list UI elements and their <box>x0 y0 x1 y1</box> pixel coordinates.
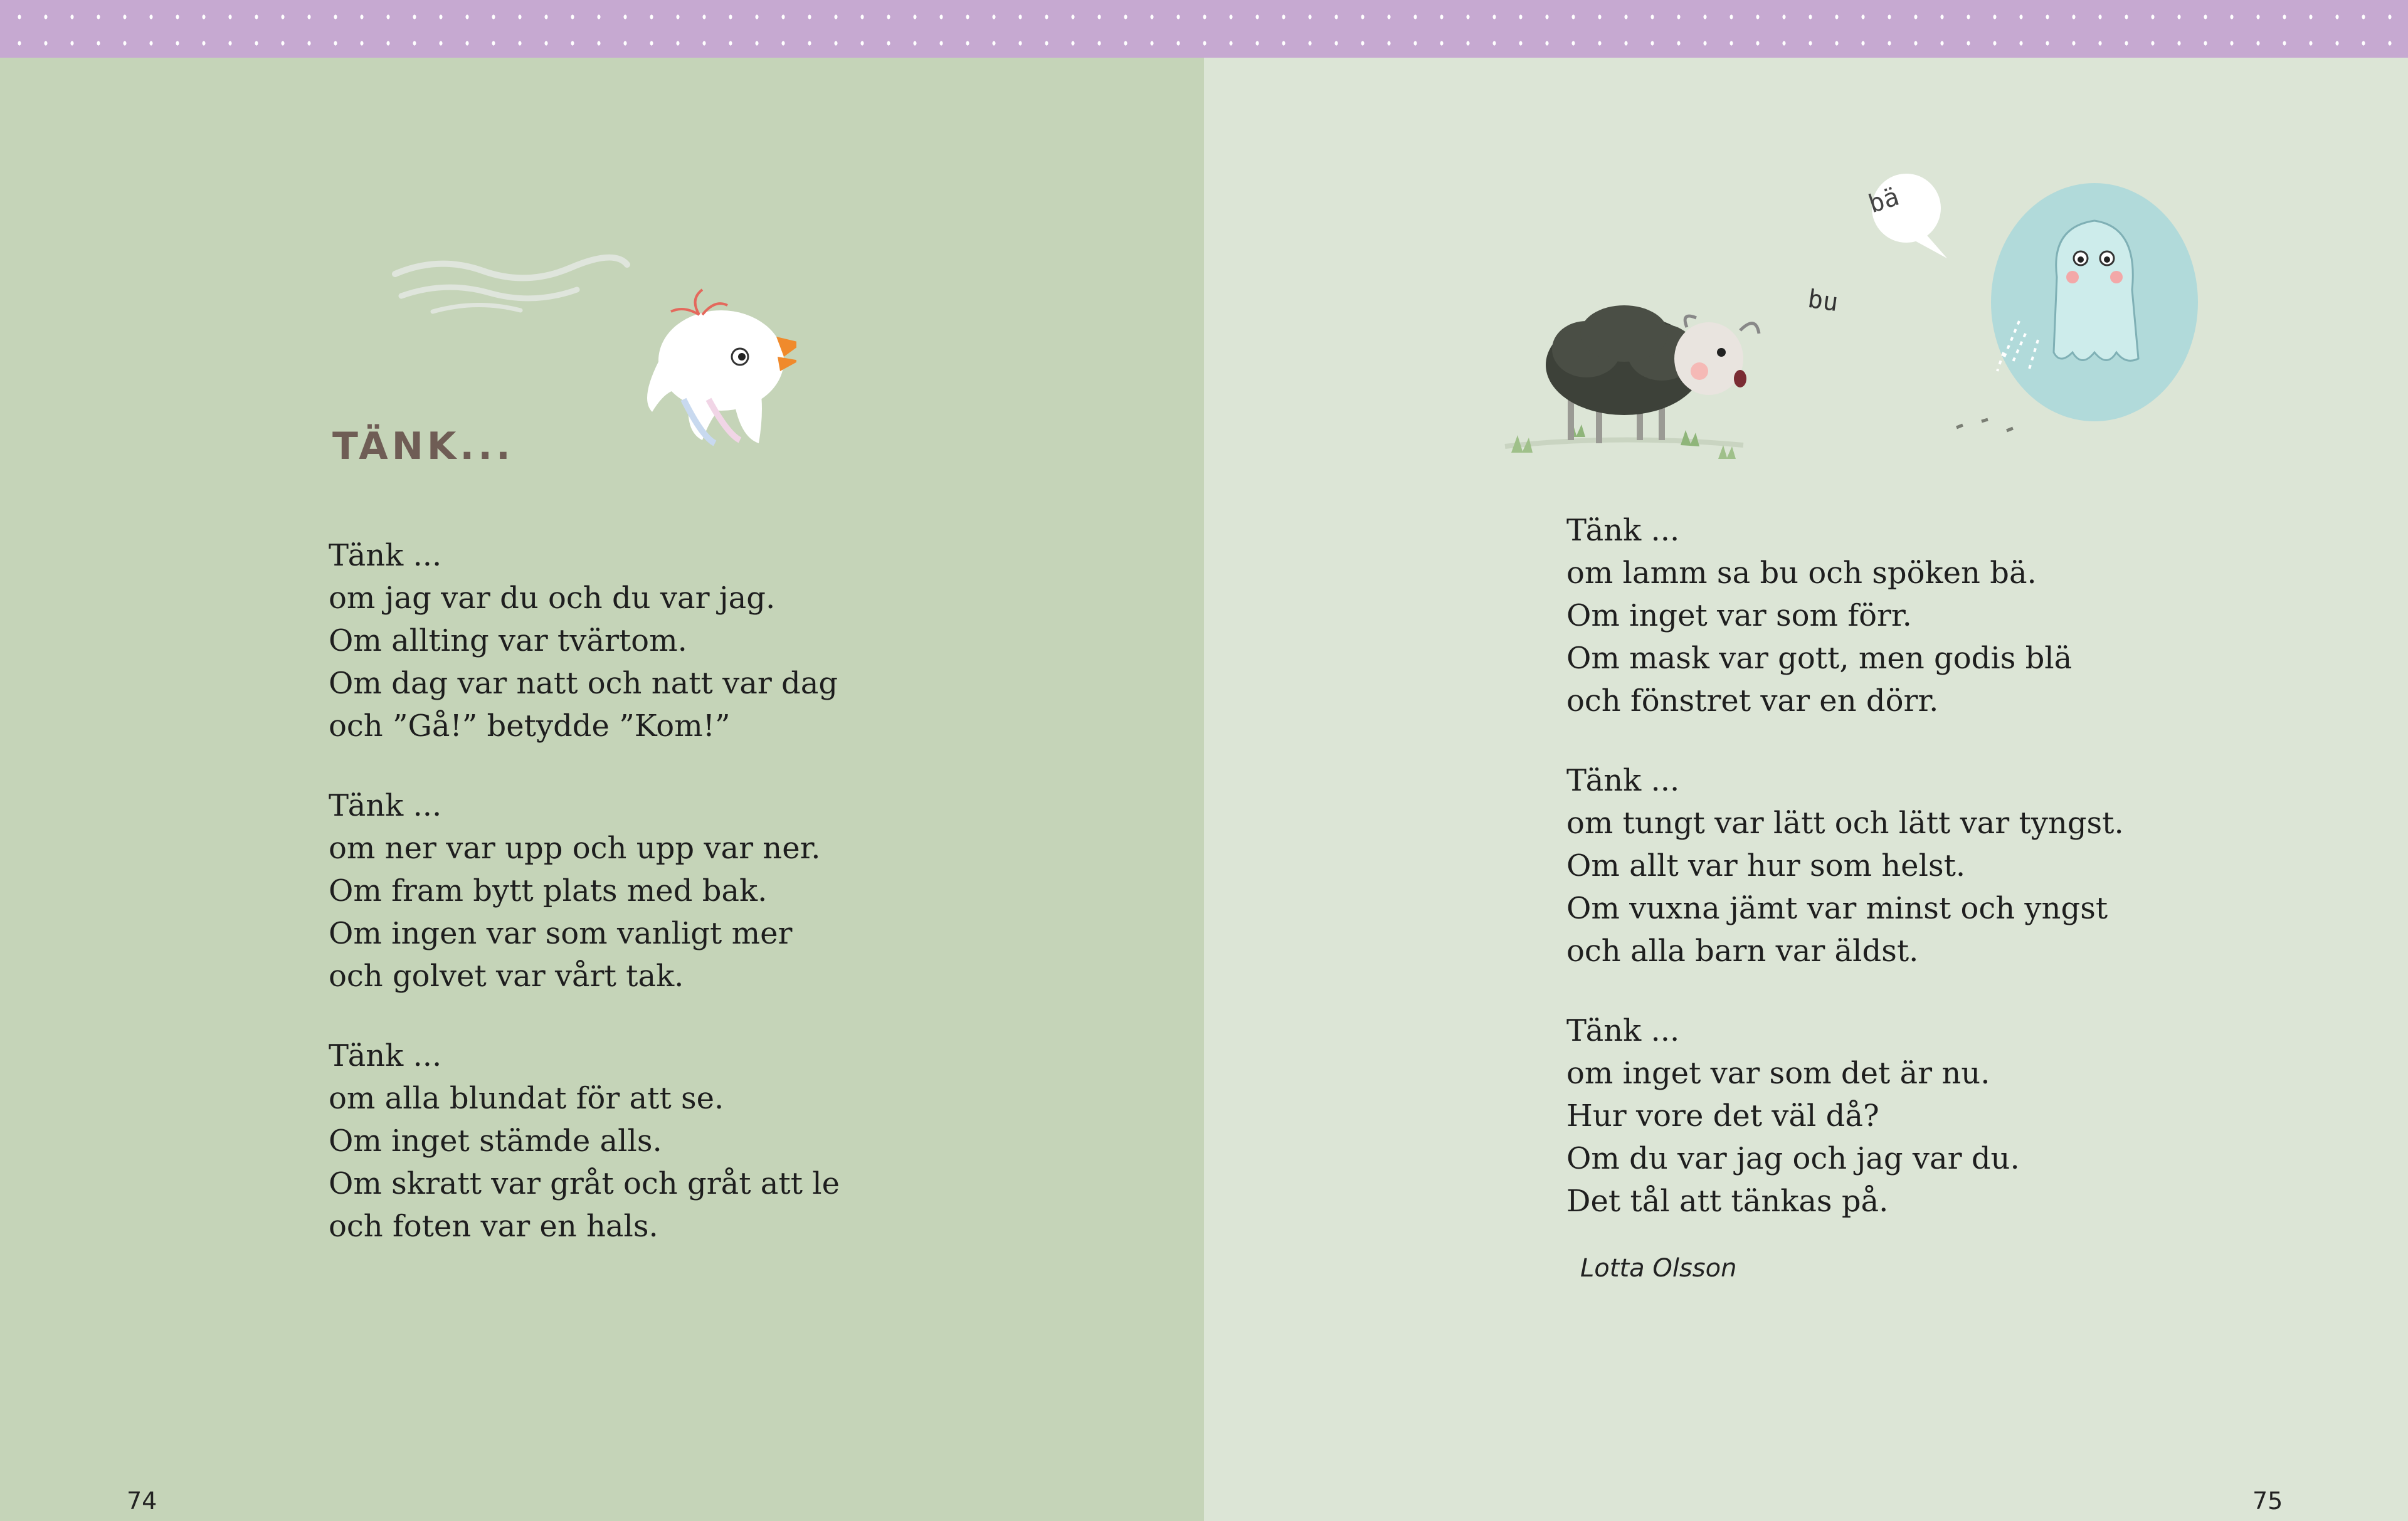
poem-line: Om skratt var gråt och gråt att le <box>329 1166 840 1201</box>
page-number-right: 75 <box>2252 1487 2283 1515</box>
poem-title: TÄNK... <box>332 424 514 468</box>
poem-line: Om ingen var som vanligt mer <box>329 916 793 951</box>
poem-line: Hur vore det väl då? <box>1566 1098 1879 1134</box>
poem-line: Det tål att tänkas på. <box>1566 1184 1889 1219</box>
flying-bird-illustration <box>389 192 796 462</box>
stanza-3 <box>329 1034 840 1248</box>
right-page <box>1204 58 2408 1521</box>
poem-line: Om fram bytt plats med bak. <box>329 873 768 908</box>
poem-line: Tänk ... <box>1566 763 1680 798</box>
poem-line: Tänk ... <box>329 1038 442 1073</box>
stanza-4 <box>1566 509 2124 722</box>
poem-line: Om inget var som förr. <box>1566 598 1912 633</box>
poem-line: om tungt var lätt och lätt var tyngst. <box>1566 806 2124 841</box>
poem-line: om ner var upp och upp var ner. <box>329 831 821 866</box>
page-number-left: 74 <box>127 1487 157 1515</box>
poem-line: Tänk ... <box>329 788 442 823</box>
ghost-illustration <box>1862 152 2214 446</box>
ghost-speech-text: bä <box>1865 182 1903 219</box>
poem-left <box>329 534 840 1285</box>
poem-line: Om du var jag och jag var du. <box>1566 1141 2020 1176</box>
poem-line: om jag var du och du var jag. <box>329 581 776 616</box>
poem-line: Om allting var tvärtom. <box>329 623 687 658</box>
poem-line: om lamm sa bu och spöken bä. <box>1566 555 2037 591</box>
top-decorative-band <box>0 0 2408 58</box>
poem-line: Tänk ... <box>1566 513 1680 548</box>
poem-line: Om mask var gott, men godis blä <box>1566 641 2073 676</box>
stanza-5 <box>1566 759 2124 972</box>
author-name: Lotta Olsson <box>1580 1254 1737 1283</box>
poem-line: och ”Gå!” betydde ”Kom!” <box>329 708 731 744</box>
poem-line: Tänk ... <box>1566 1013 1680 1048</box>
stanza-1 <box>329 534 840 747</box>
poem-line: Om vuxna jämt var minst och yngst <box>1566 891 2108 926</box>
poem-line: Om inget stämde alls. <box>329 1124 662 1159</box>
poem-line: och foten var en hals. <box>329 1209 658 1244</box>
poem-line: Om dag var natt och natt var dag <box>329 666 838 701</box>
lamb-speech-text: bu <box>1806 284 1840 318</box>
stanza-6 <box>1566 1009 2124 1223</box>
left-page <box>0 58 1204 1521</box>
stanza-2 <box>329 784 840 997</box>
poem-line: Tänk ... <box>329 538 442 573</box>
poem-line: och alla barn var äldst. <box>1566 934 1919 969</box>
poem-line: och golvet var vårt tak. <box>329 959 684 994</box>
poem-line: Om allt var hur som helst. <box>1566 848 1966 883</box>
poem-line: och fönstret var en dörr. <box>1566 683 1939 718</box>
poem-line: om alla blundat för att se. <box>329 1081 724 1116</box>
poem-line: om inget var som det är nu. <box>1566 1056 1990 1091</box>
poem-right <box>1566 509 2124 1260</box>
black-lamb-illustration <box>1492 246 1869 471</box>
